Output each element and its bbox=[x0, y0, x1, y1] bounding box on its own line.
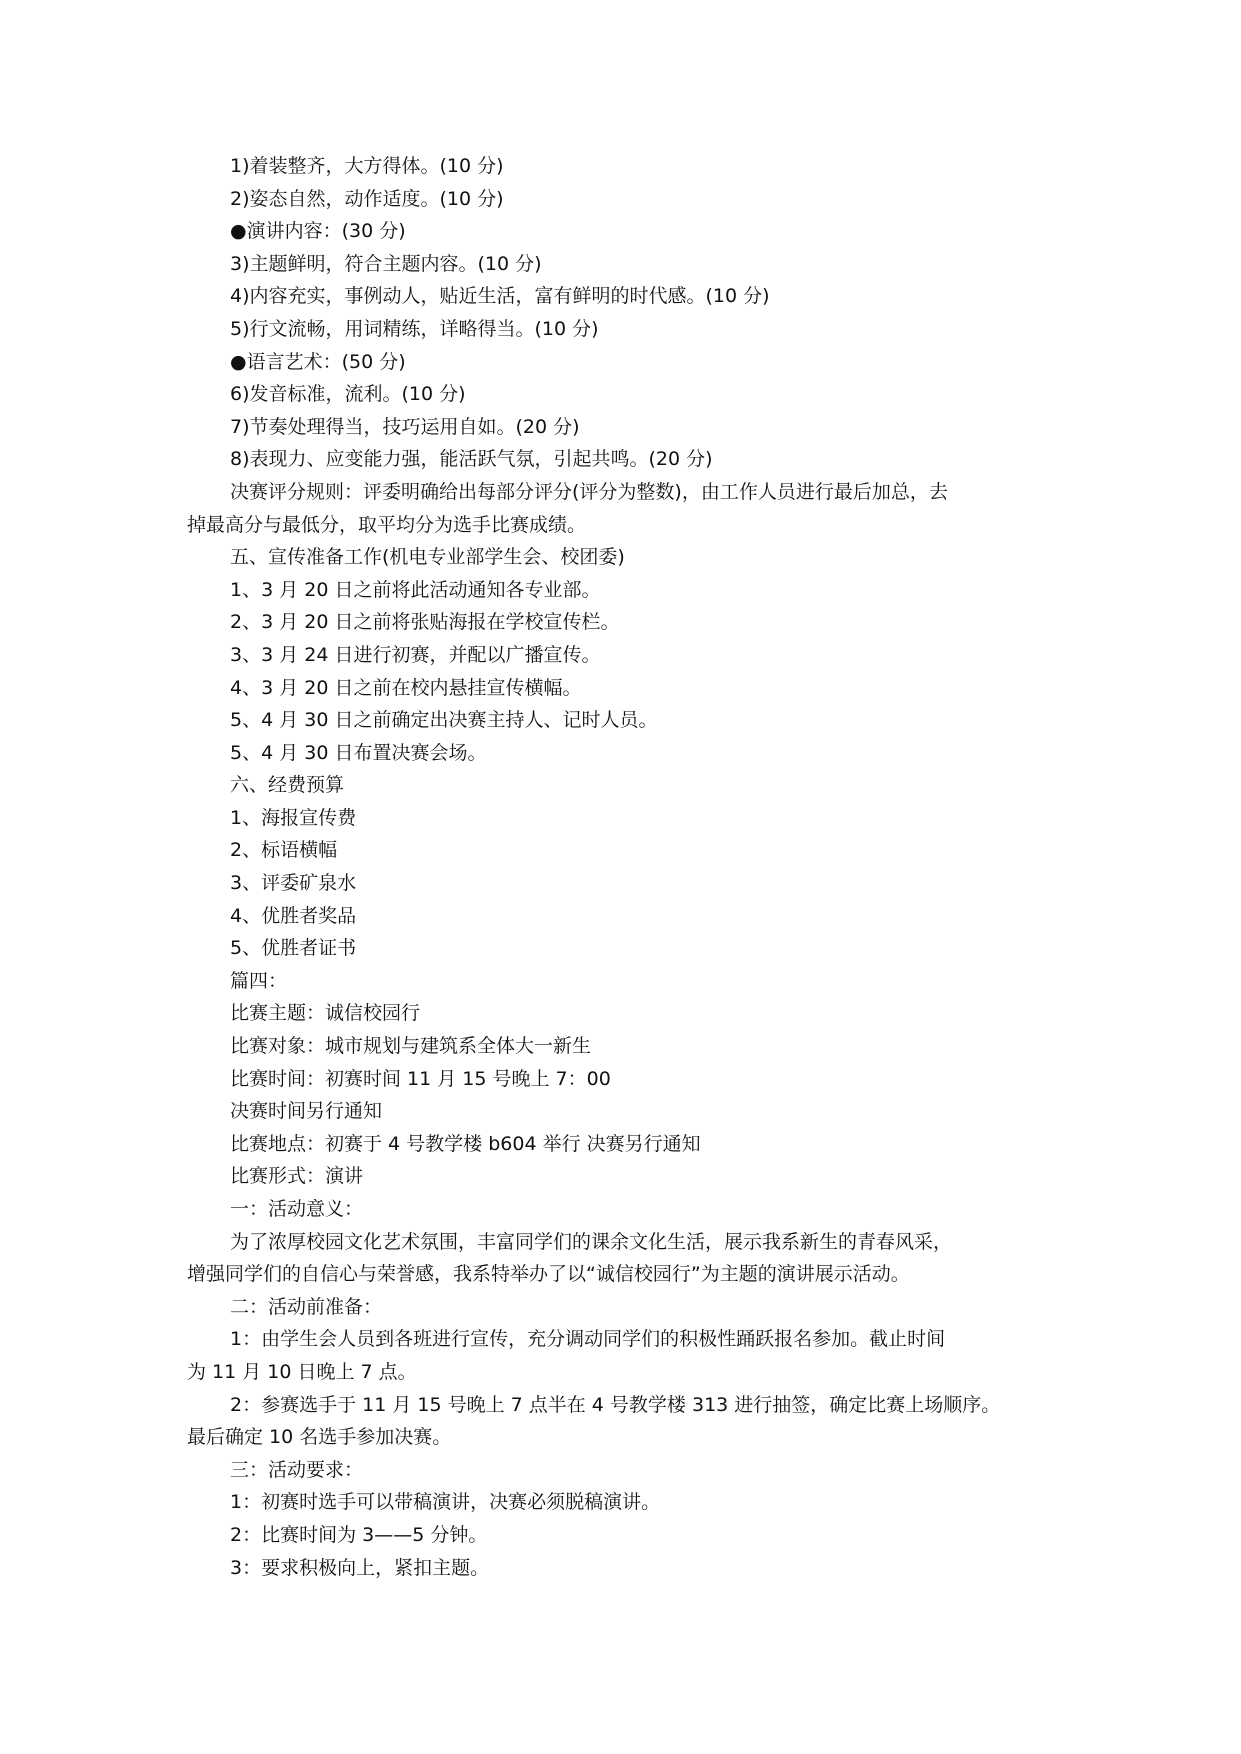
text-line: 1)着装整齐，大方得体。(10 分) bbox=[230, 155, 504, 177]
text-line: 1：由学生会人员到各班进行宣传，充分调动同学们的积极性踊跃报名参加。截止时间 bbox=[230, 1328, 946, 1351]
text-line: 2、标语横幅 bbox=[230, 839, 338, 862]
text-line: 3、评委矿泉水 bbox=[230, 872, 357, 895]
text-line: 为 11 月 10 日晚上 7 点。 bbox=[187, 1360, 417, 1383]
text-line: 比赛形式：演讲 bbox=[230, 1165, 364, 1188]
text-line: 二：活动前准备： bbox=[230, 1295, 383, 1318]
text-line: 7)节奏处理得当，技巧运用自如。(20 分) bbox=[230, 415, 580, 438]
text-line: 决赛评分规则：评委明确给出每部分评分(评分为整数)，由工作人员进行最后加总，去 bbox=[230, 480, 948, 503]
text-line: 掉最高分与最低分，取平均分为选手比赛成绩。 bbox=[187, 513, 587, 536]
text-line: 三：活动要求： bbox=[230, 1458, 364, 1481]
text-line: 4、3 月 20 日之前在校内悬挂宣传横幅。 bbox=[230, 676, 582, 699]
text-line: 1、海报宣传费 bbox=[230, 806, 357, 829]
text-line: ●演讲内容：(30 分) bbox=[230, 220, 406, 243]
text-line: 2、3 月 20 日之前将张贴海报在学校宣传栏。 bbox=[230, 611, 620, 634]
text-line: 最后确定 10 名选手参加决赛。 bbox=[187, 1426, 452, 1449]
text-line: 4)内容充实，事例动人，贴近生活，富有鲜明的时代感。(10 分) bbox=[230, 285, 770, 308]
text-line: 决赛时间另行通知 bbox=[230, 1100, 383, 1123]
text-line: 增强同学们的自信心与荣誉感，我系特举办了以“诚信校园行”为主题的演讲展示活动。 bbox=[187, 1263, 910, 1286]
text-line: 5、优胜者证书 bbox=[230, 937, 357, 960]
text-line: ●语言艺术：(50 分) bbox=[230, 350, 406, 373]
text-line: 一：活动意义： bbox=[230, 1198, 364, 1220]
text-line: 1：初赛时选手可以带稿演讲，决赛必须脱稿演讲。 bbox=[230, 1491, 661, 1514]
text-line: 3：要求积极向上，紧扣主题。 bbox=[230, 1556, 490, 1579]
text-line: 4、优胜者奖品 bbox=[230, 904, 357, 927]
text-line: 5、4 月 30 日之前确定出决赛主持人、记时人员。 bbox=[230, 709, 658, 732]
text-line: 五、宣传准备工作(机电专业部学生会、校团委) bbox=[230, 546, 625, 569]
text-line: 比赛地点：初赛于 4 号教学楼 b604 举行 决赛另行通知 bbox=[230, 1132, 701, 1155]
text-line: 篇四： bbox=[230, 969, 288, 992]
text-line: 3、3 月 24 日进行初赛，并配以广播宣传。 bbox=[230, 643, 601, 666]
text-line: 2：比赛时间为 3——5 分钟。 bbox=[230, 1523, 488, 1546]
text-line: 8)表现力、应变能力强，能活跃气氛，引起共鸣。(20 分) bbox=[230, 448, 713, 471]
text-line: 3)主题鲜明，符合主题内容。(10 分) bbox=[230, 252, 542, 275]
text-line: 六、经费预算 bbox=[230, 774, 345, 797]
document-body bbox=[187, 150, 1057, 1584]
text-line: 6)发音标准，流利。(10 分) bbox=[230, 383, 466, 406]
text-line: 比赛时间：初赛时间 11 月 15 号晚上 7：00 bbox=[230, 1067, 611, 1090]
text-line: 5、4 月 30 日布置决赛会场。 bbox=[230, 741, 487, 764]
text-line: 2)姿态自然，动作适度。(10 分) bbox=[230, 187, 504, 210]
text-line: 5)行文流畅，用词精练，详略得当。(10 分) bbox=[230, 317, 599, 340]
text-line: 2：参赛选手于 11 月 15 号晚上 7 点半在 4 号教学楼 313 进行抽签，确定比赛上场顺序。 bbox=[230, 1393, 1001, 1416]
text-line: 1、3 月 20 日之前将此活动通知各专业部。 bbox=[230, 578, 601, 601]
text-line: 为了浓厚校园文化艺术氛围，丰富同学们的课余文化生活，展示我系新生的青春风采， bbox=[230, 1230, 953, 1253]
text-line: 比赛主题：诚信校园行 bbox=[230, 1002, 421, 1025]
text-line: 比赛对象：城市规划与建筑系全体大一新生 bbox=[230, 1035, 592, 1058]
